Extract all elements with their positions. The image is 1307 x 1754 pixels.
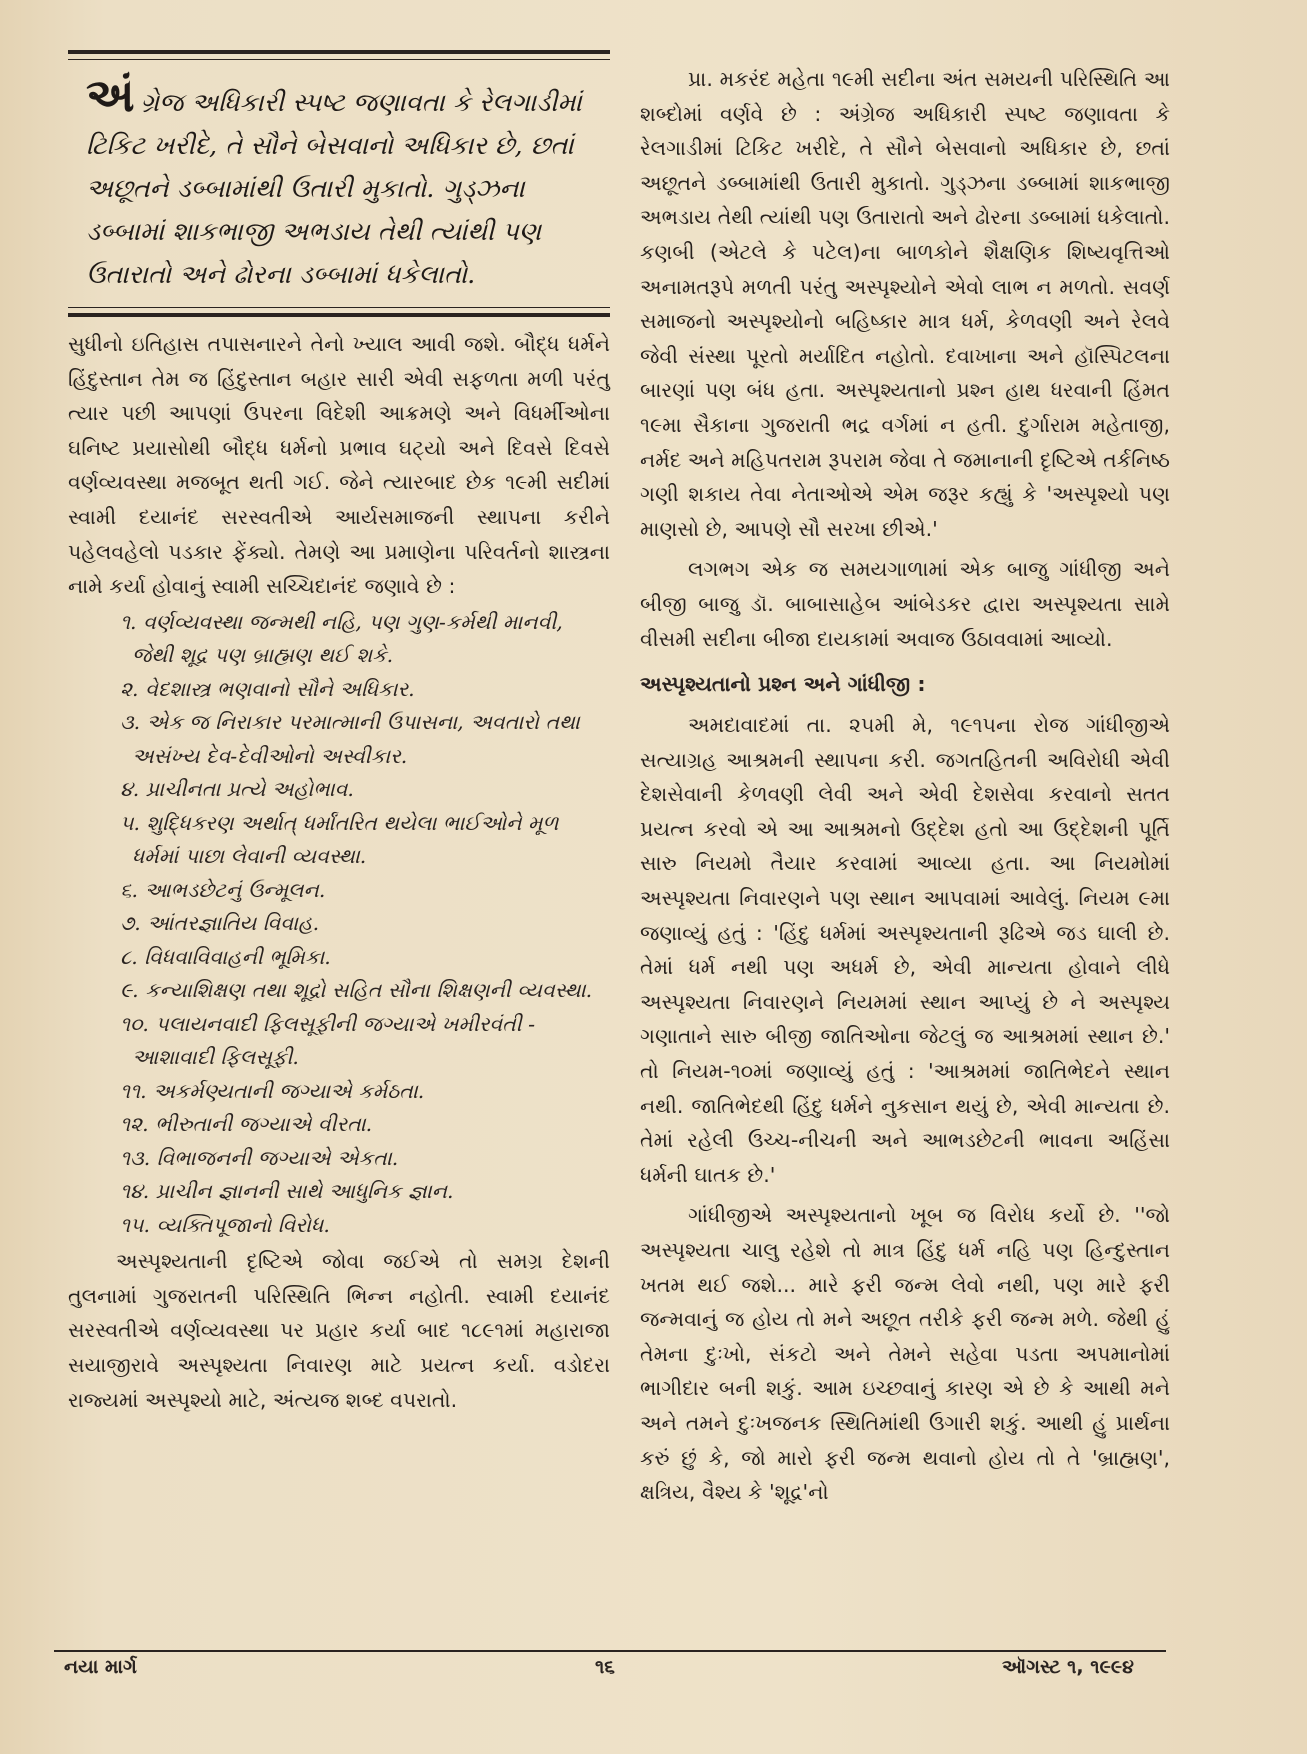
footer-publication: નયા માર્ગ <box>64 1656 137 1678</box>
page-number: ૧૬ <box>595 1656 615 1678</box>
left-paragraph-1: સુધીનો ઇતિહાસ તપાસનારને તેનો ખ્યાલ આવી જશે. બૌદ્ધ ધર્મને હિંદુસ્તાન તેમ જ હિંદુસ્તાન બહાર સારી એવી સફળતા મળી પરંતુ ત્યાર પછી આપણાં ઉપરના વિદેશી આક્રમણે અને વિધર્મીઓના ઘનિષ્ટ પ્રયાસોથી બૌદ્ધ ધર્મનો પ્રભાવ ઘટ્યો અને દિવસે દિવસે વર્ણવ્યવસ્થા મજબૂત થતી ગઈ. જેને ત્યારબાદ છેક ૧૯મી સદીમાં સ્વામી દયાનંદ સરસ્વતીએ આર્યસમાજની સ્થાપના કરીને પહેલવહેલો પડકાર ફેંક્યો. તેમણે આ પ્રમાણેના પરિવર્તનો શાસ્ત્રના નામે કર્યા હોવાનું સ્વામી સચ્ચિદાનંદ જણાવે છે : <box>68 332 610 599</box>
list-item: ૭. આંતરજ્ઞાતિય વિવાહ. <box>120 911 320 936</box>
list-item: ૮. વિધવાવિવાહની ભૂમિકા. <box>120 944 331 969</box>
list-item: ૧૪. પ્રાચીન જ્ઞાનની સાથે આધુનિક જ્ઞાન. <box>120 1179 454 1204</box>
list-item: ૪. પ્રાચીનતા પ્રત્યે અહોભાવ. <box>120 777 354 802</box>
pullquote <box>68 60 610 305</box>
right-paragraph-4: ગાંધીજીએ અસ્પૃશ્યતાનો ખૂબ જ વિરોધ કર્યો છે. ''જો અસ્પૃશ્યતા ચાલુ રહેશે તો માત્ર હિંદુ ધર્મ નહિ પણ હિન્દુસ્તાન ખતમ થઈ જશે... મારે ફરી જન્મ લેવો નથી, પણ મારે ફરી જન્મવાનું જ હોય તો મને અછૂત તરીકે ફરી જન્મ મળે. જેથી હું તેમના દુઃખો, સંકટો અને તેમને સહેવા પડતા અપમાનોમાં ભાગીદાર બની શકું. આમ ઇચ્છવાનું કારણ એ છે કે આથી મને અને તમને દુઃખજનક સ્થિતિમાંથી ઉગારી શકું. આથી હું પ્રાર્થના કરું છું કે, જો મારો ફરી જન્મ થવાનો હોય તો તે 'બ્રાહ્મણ', ક્ષત્રિય, વૈશ્ય કે 'શૂદ્ર'નો <box>640 1203 1170 1505</box>
reform-list <box>68 606 610 1243</box>
list-item: ૨. વેદશાસ્ત્ર ભણવાનો સૌને અધિકાર. <box>120 676 415 701</box>
list-item: ૧૨. ભીરુતાની જગ્યાએ વીરતા. <box>120 1112 373 1137</box>
list-item: ૧૫. વ્યક્તિપૂજાનો વિરોધ. <box>120 1212 330 1237</box>
pullquote-dropcap: અં <box>86 68 135 122</box>
right-column <box>640 62 1170 1510</box>
list-item: ૯. કન્યાશિક્ષણ તથા શૂદ્રો સહિત સૌના શિક્ષણની વ્યવસ્થા. <box>120 978 593 1003</box>
pullquote-bottom-rule-thin <box>68 307 610 308</box>
list-item: ૫. શુદ્ધિકરણ અર્થાત્ ધર્માંતરિત થયેલા ભાઈઓને મૂળ ધર્મમાં પાછા લેવાની વ્યવસ્થા. <box>120 810 559 869</box>
list-item: ૧૦. પલાયનવાદી ફિલસૂફીની જગ્યાએ ખમીરવંતી - આશાવાદી ફિલસૂફી. <box>120 1011 536 1070</box>
section-heading: અસ્પૃશ્યતાનો પ્રશ્ન અને ગાંધીજી : <box>640 672 926 697</box>
list-item: ૩. એક જ નિરાકાર પરમાત્માની ઉપાસના, અવતારો તથા અસંખ્ય દેવ-દેવીઓનો અસ્વીકાર. <box>120 710 580 768</box>
right-paragraph-3: અમદાવાદમાં તા. ૨૫મી મે, ૧૯૧૫ના રોજ ગાંધીજીએ સત્યાગ્રહ આશ્રમની સ્થાપના કરી. જગતહિતની અવિરોધી એવી દેશસેવાની કેળવણી લેવી અને એવી દેશસેવા કરવાનો સતત પ્રયત્ન કરવો એ આ આશ્રમનો ઉદ્દેશ હતો આ ઉદ્દેશની પૂર્તિ સારુ નિયમો તૈયાર કરવામાં આવ્યા હતા. આ નિયમોમાં અસ્પૃશ્યતા નિવારણને પણ સ્થાન આપવામાં આવેલું. નિયમ ૯મા જણાવ્યું હતું : 'હિંદુ ધર્મમાં અસ્પૃશ્યતાની રૂઢિએ જડ ઘાલી છે. તેમાં ધર્મ નથી પણ અધર્મ છે, એવી માન્યતા હોવાને લીધે અસ્પૃશ્યતા નિવારણને નિયમમાં સ્થાન આપ્યું છે ને અસ્પૃશ્ય ગણાતાને સારુ બીજી જાતિઓના જેટલું જ આશ્રમમાં સ્થાન છે.' તો નિયમ-૧૦માં જણાવ્યું હતું : 'આશ્રમમાં જાતિભેદને સ્થાન નથી. જાતિભેદથી હિંદુ ધર્મને નુકસાન થયું છે, એવી માન્યતા છે. તેમાં રહેલી ઉચ્ચ-નીચની અને આભડછેટની ભાવના અહિંસા ધર્મની ઘાતક છે.' <box>640 713 1170 1187</box>
right-paragraph-2: લગભગ એક જ સમયગાળામાં એક બાજુ ગાંધીજી અને બીજી બાજુ ડૉ. બાબાસાહેબ આંબેડકર દ્વારા અસ્પૃશ્યતા સામે વીસમી સદીના બીજા દાયકામાં અવાજ ઉઠાવવામાં આવ્યો. <box>640 557 1170 651</box>
right-paragraph-1: પ્રા. મકરંદ મહેતા ૧૯મી સદીના અંત સમયની પરિસ્થિતિ આ શબ્દોમાં વર્ણવે છે : અંગ્રેજ અધિકારી સ્પષ્ટ જણાવતા કે રેલગાડીમાં ટિકિટ ખરીદે, તે સૌને બેસવાનો અધિકાર છે, છતાં અછૂતને ડબ્બામાંથી ઉતારી મુકાતો. ગુડ્ઝના ડબ્બામાં શાકભાજી અભડાય તેથી ત્યાંથી પણ ઉતારાતો અને ઢોરના ડબ્બામાં ધકેલાતો. કણબી (એટલે કે પટેલ)ના બાળકોને શૈક્ષણિક શિષ્યવૃત્તિઓ અનામતરૂપે મળતી પરંતુ અસ્પૃશ્યોને એવો લાભ ન મળતો. સવર્ણ સમાજનો અસ્પૃશ્યોનો બહિષ્કાર માત્ર ધર્મ, કેળવણી અને રેલવે જેવી સંસ્થા પૂરતો મર્યાદિત નહોતો. દવાખાના અને હૉસ્પિટલના બારણાં પણ બંધ હતા. અસ્પૃશ્યતાનો પ્રશ્ન હાથ ધરવાની હિંમત ૧૯મા સૈકાના ગુજરાતી ભદ્ર વર્ગમાં ન હતી. દુર્ગારામ મહેતાજી, નર્મદ અને મહિપતરામ રૂપરામ જેવા તે જમાનાની દૃષ્ટિએ તર્કનિષ્ઠ ગણી શકાય તેવા નેતાઓએ એમ જરૂર કહ્યું કે 'અસ્પૃશ્યો પણ માણસો છે, આપણે સૌ સરખા છીએ.' <box>640 67 1170 541</box>
pullquote-bottom-rule <box>68 313 610 317</box>
list-item: ૧૩. વિભાજનની જગ્યાએ એકતા. <box>120 1145 399 1170</box>
left-paragraph-2: અસ્પૃશ્યતાની દૃષ્ટિએ જોવા જઈએ તો સમગ્ર દેશની તુલનામાં ગુજરાતની પરિસ્થિતિ ભિન્ન નહોતી. સ્વામી દયાનંદ સરસ્વતીએ વર્ણવ્યવસ્થા પર પ્રહાર કર્યા બાદ ૧૮૯૧માં મહારાજા સયાજીરાવે અસ્પૃશ્યતા નિવારણ માટે પ્રયત્ન કર્યા. વડોદરા રાજ્યમાં અસ્પૃશ્યો માટે, અંત્યજ શબ્દ વપરાતો. <box>68 1249 610 1412</box>
list-item: ૬. આભડછેટનું ઉન્મૂલન. <box>120 877 326 902</box>
left-column <box>68 50 610 1417</box>
list-item: ૧. વર્ણવ્યવસ્થા જન્મથી નહિ, પણ ગુણ-કર્મથી માનવી, જેથી શૂદ્ર પણ બ્રાહ્મણ થઈ શકે. <box>120 609 563 668</box>
footer-rule <box>54 1650 1166 1652</box>
pullquote-text: ગ્રેજ અધિકારી સ્પષ્ટ જણાવતા કે રેલગાડીમાં ટિકિટ ખરીદે, તે સૌને બેસવાનો અધિકાર છે, છતાં અછૂતને ડબ્બામાંથી ઉતારી મુકાતો. ગુડ્ઝના ડબ્બામાં શાકભાજી અભડાય તેથી ત્યાંથી પણ ઉતારાતો અને ઢોરના ડબ્બામાં ધકેલાતો. <box>86 88 582 290</box>
footer-date: ઑગસ્ટ ૧, ૧૯૯૪ <box>1002 1656 1134 1678</box>
list-item: ૧૧. અકર્મણ્યતાની જગ્યાએ કર્મઠતા. <box>120 1078 425 1103</box>
pullquote-top-rule <box>68 50 610 54</box>
